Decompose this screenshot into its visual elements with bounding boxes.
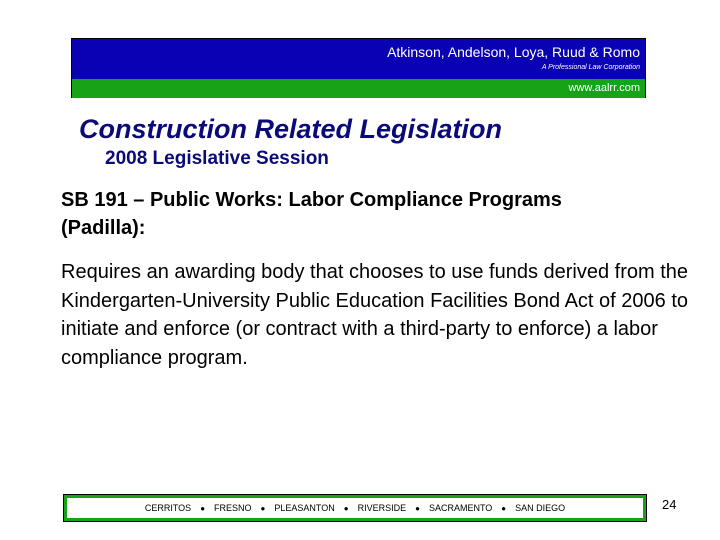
bullet-icon: ●	[200, 503, 206, 513]
bill-heading	[61, 186, 701, 242]
office-sacramento: SACRAMENTO	[428, 503, 493, 513]
bullet-icon: ●	[501, 503, 507, 513]
firm-header-blue-band	[72, 39, 645, 79]
firm-name: Atkinson, Andelson, Loya, Ruud & Romo	[387, 44, 640, 60]
slide-title: Construction Related Legislation	[79, 114, 503, 144]
bullet-icon: ●	[343, 503, 349, 513]
bill-description: Requires an awarding body that chooses to use funds derived from the Kindergarten-University Public Education Facilities Bond Act of 2006 to initiate and enforce (or contract with a third-party to enforce) a labor compliance program.	[61, 261, 689, 369]
office-cerritos: CERRITOS	[144, 503, 192, 513]
office-san-diego: SAN DIEGO	[515, 503, 566, 513]
bill-heading-line-1: SB 191 – Public Works: Labor Compliance Programs	[61, 189, 562, 211]
office-pleasanton: PLEASANTON	[274, 503, 335, 513]
firm-website: www.aalrr.com	[568, 82, 640, 94]
firm-header-green-band	[72, 79, 645, 98]
bullet-icon: ●	[415, 503, 420, 513]
office-footer	[63, 494, 647, 522]
firm-subtitle: A Professional Law Corporation	[541, 64, 640, 71]
slide-subtitle: 2008 Legislative Session	[105, 148, 329, 169]
page-number: 24	[662, 497, 677, 512]
firm-header	[71, 38, 646, 98]
bullet-icon: ●	[260, 503, 266, 513]
office-riverside: RIVERSIDE	[357, 503, 407, 513]
bill-heading-line-2: (Padilla):	[61, 217, 146, 239]
office-fresno: FRESNO	[214, 503, 252, 513]
office-list	[67, 498, 643, 518]
